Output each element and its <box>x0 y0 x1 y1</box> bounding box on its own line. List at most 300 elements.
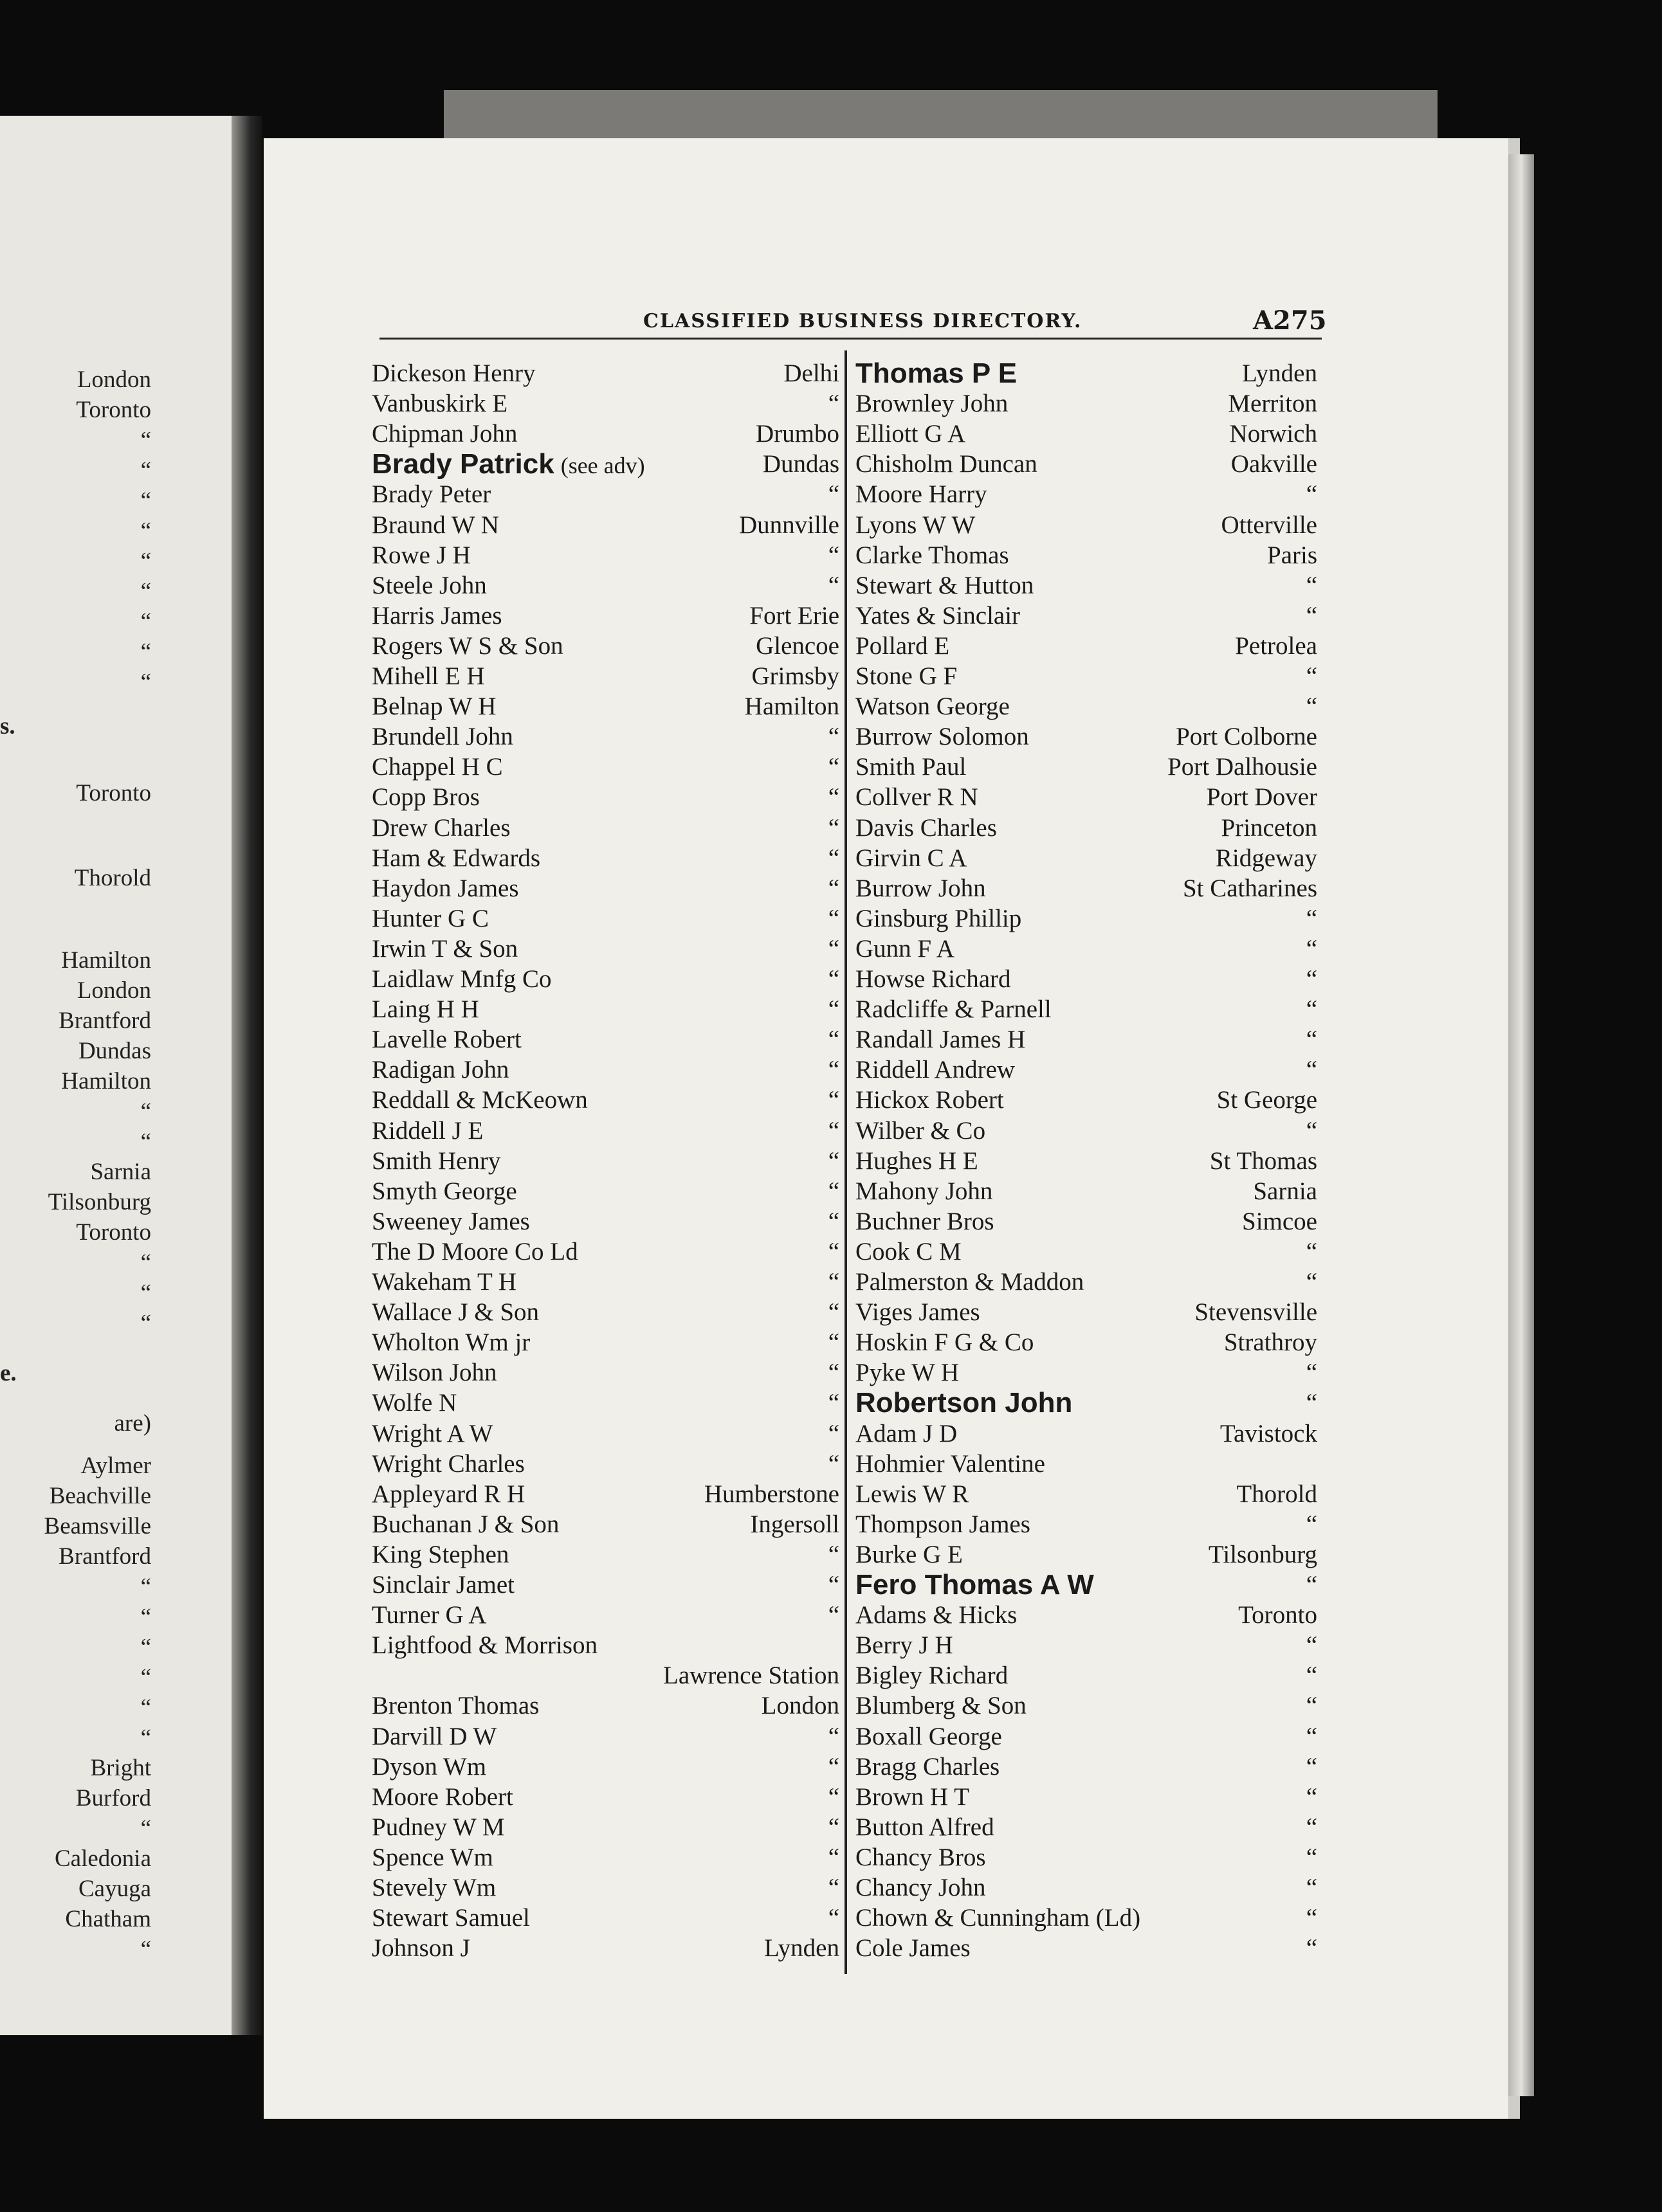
directory-entry <box>372 419 839 449</box>
entry-name: Chappel H C <box>372 753 503 781</box>
directory-entry <box>372 1660 839 1691</box>
entry-place: “ <box>1306 1843 1317 1871</box>
entry-place: “ <box>828 1207 839 1235</box>
directory-entry <box>855 1872 1317 1903</box>
directory-entry <box>855 964 1317 994</box>
entry-name: Riddell Andrew <box>855 1056 1016 1084</box>
left-page-place: “ <box>140 608 151 635</box>
directory-entry <box>372 601 839 631</box>
header-rule <box>379 338 1322 340</box>
entry-name: Pollard E <box>855 631 950 660</box>
entry-place: “ <box>828 753 839 781</box>
entry-name: Smith Paul <box>855 753 967 781</box>
left-page-place: “ <box>140 639 151 665</box>
entry-name: Sinclair Jamet <box>372 1571 515 1599</box>
entry-place: Strathroy <box>1223 1328 1317 1357</box>
left-page-place: “ <box>140 1725 151 1751</box>
entry-name: Ham & Edwards <box>372 844 541 872</box>
entry-name: Brown H T <box>855 1782 969 1811</box>
directory-entry <box>372 449 839 479</box>
left-page-place: “ <box>140 669 151 695</box>
entry-name: Yates & Sinclair <box>855 601 1021 630</box>
left-page-place: Bright <box>90 1755 151 1781</box>
entry-place: “ <box>828 965 839 993</box>
left-page-place: “ <box>140 1573 151 1600</box>
directory-entry <box>372 1691 839 1721</box>
directory-entry <box>855 1752 1317 1782</box>
entry-name: Randall James H <box>855 1026 1026 1054</box>
directory-entry <box>372 1630 839 1660</box>
entry-place: “ <box>828 1116 839 1145</box>
left-page-place: Cayuga <box>78 1876 151 1902</box>
left-page-place: Brantford <box>59 1543 151 1570</box>
entry-name: Smyth George <box>372 1177 517 1205</box>
entry-name: The D Moore Co Ld <box>372 1237 578 1265</box>
entry-name: Riddell J E <box>372 1116 484 1145</box>
entry-place: Lawrence Station <box>663 1662 839 1690</box>
directory-entry <box>855 1691 1317 1721</box>
entry-place: Port Colborne <box>1176 723 1317 751</box>
left-page-place: Chatham <box>65 1906 151 1932</box>
left-page-place: Hamilton <box>61 947 151 974</box>
entry-name: Wakeham T H <box>372 1268 517 1296</box>
entry-place: “ <box>1306 1510 1317 1538</box>
entry-place: “ <box>828 1298 839 1327</box>
directory-entry <box>855 1357 1317 1388</box>
entry-name: Brenton Thomas <box>372 1692 540 1720</box>
directory-entry <box>372 1327 839 1357</box>
directory-entry <box>372 782 839 812</box>
left-page-place: “ <box>140 1310 151 1336</box>
directory-entry <box>855 1812 1317 1842</box>
entry-place: “ <box>1306 1692 1317 1720</box>
entry-place: Tilsonburg <box>1208 1540 1317 1568</box>
entry-name: Rowe J H <box>372 541 471 569</box>
entry-place: Lynden <box>1242 359 1317 387</box>
entry-place: “ <box>1306 1116 1317 1145</box>
entry-name: Thomas P E <box>855 358 1018 389</box>
entry-place: “ <box>828 1147 839 1175</box>
left-page-place: “ <box>140 1634 151 1660</box>
entry-place: Toronto <box>1238 1601 1317 1629</box>
left-page-place: Beachville <box>49 1483 151 1509</box>
entry-place: Dunnville <box>739 511 839 539</box>
entry-name: Adams & Hicks <box>855 1601 1018 1629</box>
directory-entry <box>855 1116 1317 1146</box>
entry-name: Davis Charles <box>855 813 997 842</box>
directory-entry <box>855 813 1317 843</box>
entry-name: Gunn F A <box>855 934 954 963</box>
directory-entry <box>372 1055 839 1085</box>
entry-place: “ <box>828 934 839 963</box>
left-page-place: Burford <box>75 1785 151 1811</box>
directory-entry <box>372 631 839 661</box>
entry-place: “ <box>1306 1904 1317 1932</box>
left-page-place: Toronto <box>76 397 151 423</box>
entry-place: “ <box>1306 1752 1317 1781</box>
entry-name: Fero Thomas A W <box>855 1569 1094 1600</box>
entry-name: Irwin T & Son <box>372 934 518 963</box>
entry-name: Palmerston & Maddon <box>855 1268 1084 1296</box>
directory-entry <box>372 994 839 1024</box>
entry-name: Lightfood & Morrison <box>372 1631 598 1660</box>
entry-place: Delhi <box>783 359 839 387</box>
left-page-place: “ <box>140 1129 151 1155</box>
entry-name: Lavelle Robert <box>372 1026 522 1054</box>
directory-entry <box>372 1419 839 1449</box>
entry-place: “ <box>828 813 839 842</box>
entry-name: Bragg Charles <box>855 1752 1000 1781</box>
entry-place: Humberstone <box>704 1480 839 1508</box>
entry-place: “ <box>1306 995 1317 1024</box>
directory-entry <box>855 782 1317 812</box>
entry-name: Vanbuskirk E <box>372 390 508 418</box>
left-page-place: “ <box>140 1249 151 1276</box>
entry-place: Dundas <box>762 450 839 478</box>
left-page-place: “ <box>140 1604 151 1630</box>
entry-place: “ <box>1306 1571 1317 1599</box>
entry-name: Hunter G C <box>372 904 489 932</box>
directory-entry <box>372 1388 839 1418</box>
directory-entry <box>855 1479 1317 1509</box>
directory-entry <box>855 934 1317 964</box>
entry-place: “ <box>1306 571 1317 599</box>
left-page-place: “ <box>140 1815 151 1842</box>
directory-entry <box>372 479 839 509</box>
directory-entry <box>372 358 839 388</box>
entry-name: Adam J D <box>855 1419 958 1447</box>
directory-entry <box>372 1024 839 1055</box>
entry-name: Watson George <box>855 693 1010 721</box>
left-page-text-fragment: s. <box>0 713 15 739</box>
directory-entry <box>855 1630 1317 1660</box>
entry-name: Belnap W H <box>372 693 497 721</box>
directory-entry <box>855 661 1317 691</box>
page-header-title: CLASSIFIED BUSINESS DIRECTORY. <box>643 310 1082 332</box>
entry-name: Stevely Wm <box>372 1874 497 1901</box>
entry-name: Burke G E <box>855 1540 963 1568</box>
directory-entry <box>855 752 1317 782</box>
directory-entry <box>855 510 1317 540</box>
entry-name: Wallace J & Son <box>372 1298 540 1327</box>
entry-place: “ <box>1306 1662 1317 1690</box>
left-page-place: “ <box>140 457 151 484</box>
entry-place: “ <box>828 571 839 599</box>
entry-name: Rogers W S & Son <box>372 631 563 660</box>
directory-entry <box>855 1933 1317 1963</box>
left-page-fragment <box>0 116 232 2035</box>
entry-place: “ <box>1306 1389 1317 1417</box>
entry-note: (see adv) <box>560 453 645 479</box>
directory-entry <box>372 1146 839 1176</box>
entry-name: Wright A W <box>372 1419 493 1447</box>
entry-place: “ <box>828 1389 839 1417</box>
entry-name: King Stephen <box>372 1540 509 1568</box>
left-page-place: “ <box>140 518 151 544</box>
entry-name: Wolfe N <box>372 1389 457 1417</box>
entry-name: Brady Peter <box>372 480 491 509</box>
entry-place: Port Dalhousie <box>1167 753 1317 781</box>
left-page-place: Beamsville <box>44 1513 151 1539</box>
directory-entry <box>372 1782 839 1812</box>
directory-entry <box>855 1237 1317 1267</box>
directory-entry <box>855 873 1317 903</box>
directory-entry <box>855 1388 1317 1418</box>
entry-name: Lewis W R <box>855 1480 969 1508</box>
entry-place: “ <box>828 1026 839 1054</box>
entry-name: Collver R N <box>855 783 978 811</box>
entry-place: “ <box>828 874 839 902</box>
entry-place: “ <box>1306 662 1317 690</box>
entry-name: Radcliffe & Parnell <box>855 995 1052 1024</box>
directory-entry <box>372 1509 839 1539</box>
left-page-place: London <box>77 367 151 393</box>
directory-entry <box>372 1539 839 1570</box>
entry-place: “ <box>1306 1237 1317 1265</box>
entry-place: Port Dover <box>1206 783 1317 811</box>
entry-place: “ <box>828 1177 839 1205</box>
entry-name: Hickox Robert <box>855 1086 1004 1114</box>
directory-entry <box>855 1509 1317 1539</box>
directory-entry <box>855 1782 1317 1812</box>
directory-entry <box>372 903 839 934</box>
entry-place: Ingersoll <box>750 1510 839 1538</box>
entry-name: Lyons W W <box>855 511 976 539</box>
directory-entry <box>372 1812 839 1842</box>
directory-entry <box>855 1085 1317 1115</box>
left-page-place: “ <box>140 1098 151 1125</box>
directory-entry <box>372 752 839 782</box>
left-page-place: Caledonia <box>54 1845 151 1872</box>
directory-entry <box>372 1752 839 1782</box>
directory-entry <box>855 358 1317 388</box>
entry-place: “ <box>1306 965 1317 993</box>
directory-entry <box>855 1206 1317 1237</box>
entry-name: Burrow Solomon <box>855 723 1029 751</box>
directory-entry <box>372 843 839 873</box>
entry-place: “ <box>828 844 839 872</box>
directory-entry <box>855 388 1317 419</box>
entry-name: Bigley Richard <box>855 1662 1009 1690</box>
entry-place: Ridgeway <box>1215 844 1317 872</box>
directory-entry <box>372 1085 839 1115</box>
entry-name: Braund W N <box>372 511 499 539</box>
entry-name: Pudney W M <box>372 1813 505 1841</box>
entry-place: “ <box>828 1904 839 1932</box>
directory-entry <box>372 1903 839 1933</box>
directory-entry <box>372 1721 839 1752</box>
entry-name: Chancy Bros <box>855 1843 986 1871</box>
entry-name: Dickeson Henry <box>372 359 536 387</box>
entry-name: Smith Henry <box>372 1147 501 1175</box>
directory-entry <box>372 1872 839 1903</box>
entry-name: Brady Patrick (see adv) <box>372 448 645 480</box>
entry-name: Howse Richard <box>855 965 1011 993</box>
directory-entry <box>855 1327 1317 1357</box>
entry-name: Steele John <box>372 571 487 599</box>
entry-name: Burrow John <box>855 874 986 902</box>
entry-name: Clarke Thomas <box>855 541 1009 569</box>
directory-entry <box>372 964 839 994</box>
entry-place: Norwich <box>1229 420 1317 448</box>
directory-entry <box>855 419 1317 449</box>
directory-entry <box>372 813 839 843</box>
directory-entry <box>855 1297 1317 1327</box>
directory-entry <box>855 1842 1317 1872</box>
entry-place: “ <box>1306 1026 1317 1054</box>
directory-entry <box>855 1600 1317 1630</box>
directory-entry <box>855 449 1317 479</box>
entry-name: Laing H H <box>372 995 479 1024</box>
entry-place: “ <box>828 1086 839 1114</box>
directory-entry <box>372 1570 839 1600</box>
entry-place: Stevensville <box>1194 1298 1317 1327</box>
entry-place: “ <box>828 723 839 751</box>
entry-name: Turner G A <box>372 1601 487 1629</box>
directory-entry <box>372 873 839 903</box>
entry-place: “ <box>828 1782 839 1811</box>
left-page-place: Sarnia <box>90 1159 151 1185</box>
entry-place: “ <box>828 904 839 932</box>
directory-entry <box>372 1842 839 1872</box>
directory-entry <box>372 388 839 419</box>
entry-place: “ <box>828 1359 839 1387</box>
directory-entry <box>855 1449 1317 1479</box>
entry-place: “ <box>828 1328 839 1357</box>
entry-name: Harris James <box>372 601 502 630</box>
entry-name: Moore Harry <box>855 480 987 509</box>
entry-place: Fort Erie <box>749 601 839 630</box>
left-page-place: Brantford <box>59 1008 151 1034</box>
entry-name: Appleyard R H <box>372 1480 525 1508</box>
entry-place: St Thomas <box>1209 1147 1317 1175</box>
directory-entry <box>855 1721 1317 1752</box>
directory-entry <box>855 479 1317 509</box>
entry-place: “ <box>1306 1631 1317 1660</box>
entry-place: “ <box>828 541 839 569</box>
directory-entry <box>372 1267 839 1297</box>
entry-place: “ <box>1306 904 1317 932</box>
directory-entry <box>372 1933 839 1963</box>
entry-name: Ginsburg Phillip <box>855 904 1022 932</box>
directory-entry <box>372 1206 839 1237</box>
entry-place: Thorold <box>1236 1480 1317 1508</box>
entry-name: Stone G F <box>855 662 958 690</box>
entry-name: Mihell E H <box>372 662 485 690</box>
directory-entry <box>855 570 1317 601</box>
entry-place: Petrolea <box>1235 631 1317 660</box>
left-page-place: “ <box>140 578 151 604</box>
entry-place: St Catharines <box>1182 874 1317 902</box>
entry-place: “ <box>828 1571 839 1599</box>
entry-place: Otterville <box>1221 511 1317 539</box>
entry-name: Pyke W H <box>855 1359 960 1387</box>
entry-place: “ <box>828 1601 839 1629</box>
entry-place: “ <box>828 1449 839 1478</box>
entry-place: “ <box>828 783 839 811</box>
entry-name: Hughes H E <box>855 1147 978 1175</box>
entry-name: Drew Charles <box>372 813 511 842</box>
entry-place: Princeton <box>1221 813 1317 842</box>
book-gutter <box>232 116 262 2035</box>
entry-place: Lynden <box>764 1934 839 1963</box>
entry-name: Stewart Samuel <box>372 1904 530 1932</box>
entry-place: “ <box>1306 1056 1317 1084</box>
directory-entry <box>372 510 839 540</box>
entry-place: “ <box>1306 1782 1317 1811</box>
binding-tab <box>444 90 1438 145</box>
left-page-place: London <box>77 977 151 1004</box>
directory-entry <box>855 1539 1317 1570</box>
entry-name: Chown & Cunningham (Ld) <box>855 1904 1141 1932</box>
left-page-place: Dundas <box>78 1038 151 1064</box>
entry-place: “ <box>828 1540 839 1568</box>
directory-entry <box>855 601 1317 631</box>
entry-name: Cole James <box>855 1934 971 1963</box>
entry-name: Chisholm Duncan <box>855 450 1037 478</box>
directory-entry <box>372 1237 839 1267</box>
entry-place: Tavistock <box>1219 1419 1317 1447</box>
directory-entry <box>372 1176 839 1206</box>
entry-name: Hohmier Valentine <box>855 1449 1045 1478</box>
left-page-place: “ <box>140 548 151 574</box>
directory-entry <box>372 570 839 601</box>
entry-place: “ <box>1306 1934 1317 1963</box>
entry-name: Sweeney James <box>372 1207 530 1235</box>
directory-entry <box>372 1116 839 1146</box>
directory-entry <box>372 721 839 752</box>
entry-name: Viges James <box>855 1298 980 1327</box>
left-page-place: Aylmer <box>80 1453 151 1479</box>
entry-name: Berry J H <box>855 1631 953 1660</box>
entry-name: Mahony John <box>855 1177 993 1205</box>
entry-place: “ <box>1306 480 1317 509</box>
entry-name: Spence Wm <box>372 1843 493 1871</box>
directory-entry <box>372 1357 839 1388</box>
entry-name: Buchanan J & Son <box>372 1510 560 1538</box>
entry-place: Hamilton <box>744 693 839 721</box>
entry-place: “ <box>1306 1268 1317 1296</box>
entry-place: “ <box>1306 1874 1317 1901</box>
left-page-text-fragment: e. <box>0 1360 17 1386</box>
directory-entry <box>372 934 839 964</box>
left-page-place: “ <box>140 1694 151 1721</box>
entry-place: “ <box>1306 693 1317 721</box>
entry-name: Button Alfred <box>855 1813 994 1841</box>
directory-entry <box>855 1267 1317 1297</box>
page-number: A275 <box>1253 305 1327 336</box>
directory-entry <box>855 994 1317 1024</box>
directory-entry <box>372 691 839 721</box>
entry-name: Wilson John <box>372 1359 497 1387</box>
directory-entry <box>855 631 1317 661</box>
entry-name: Boxall George <box>855 1722 1002 1750</box>
directory-entry <box>372 1449 839 1479</box>
directory-entry <box>372 661 839 691</box>
directory-entry <box>855 1903 1317 1933</box>
entry-place: Oakville <box>1230 450 1317 478</box>
entry-name: Haydon James <box>372 874 519 902</box>
entry-name: Brundell John <box>372 723 513 751</box>
entry-name: Dyson Wm <box>372 1752 487 1781</box>
left-page-place: are) <box>114 1410 151 1437</box>
page-edge <box>1508 154 1534 2096</box>
entry-name: Thompson James <box>855 1510 1030 1538</box>
entry-name: Copp Bros <box>372 783 480 811</box>
left-page-place: “ <box>140 1280 151 1306</box>
entry-name: Hoskin F G & Co <box>855 1328 1034 1357</box>
directory-entry <box>855 1660 1317 1691</box>
